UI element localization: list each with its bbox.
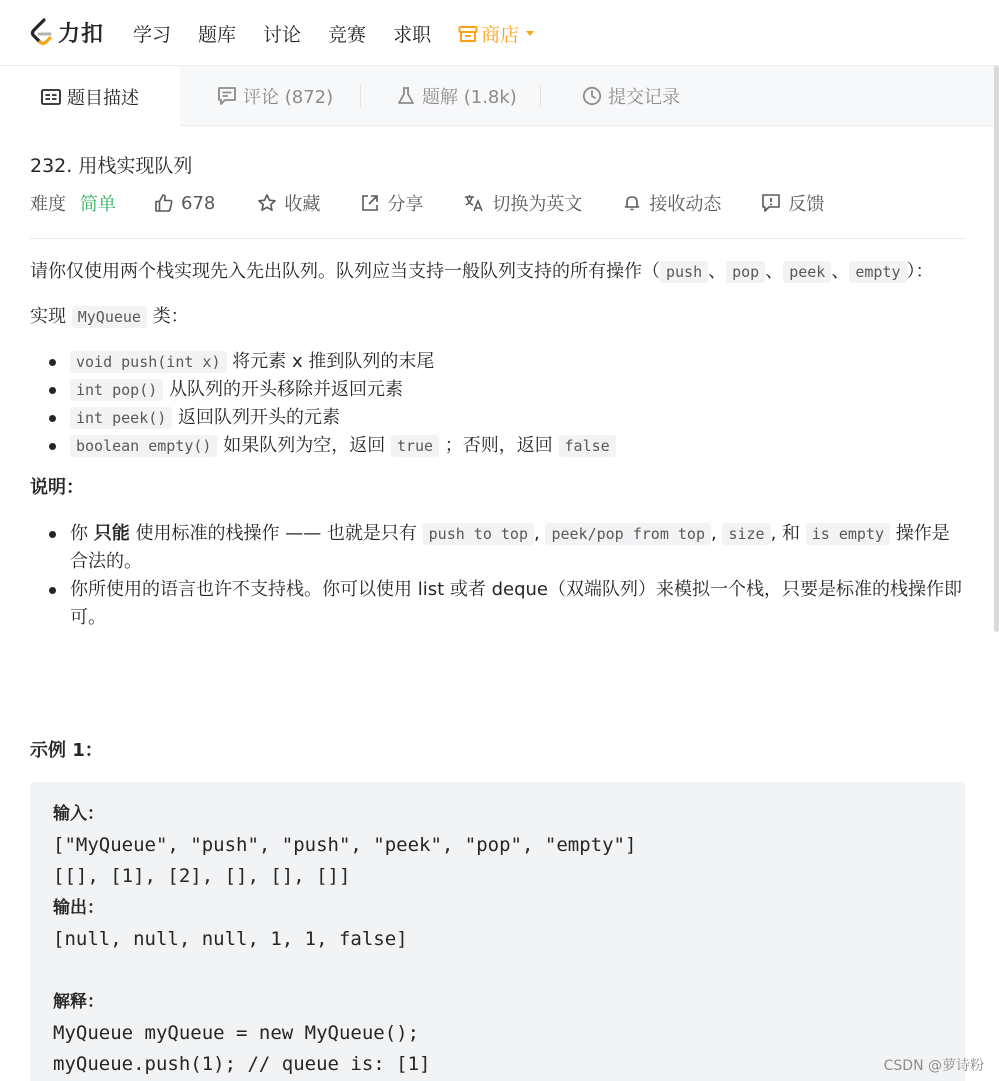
store-label: 商店 <box>481 24 520 46</box>
explain-line-1: MyQueue myQueue = new MyQueue(); <box>53 1022 420 1044</box>
store-icon <box>458 25 478 43</box>
code-pop: pop <box>726 261 765 283</box>
nav-item-discuss[interactable]: 讨论 <box>263 24 302 46</box>
tab-description[interactable] <box>0 66 180 127</box>
code-true: true <box>391 435 439 457</box>
feedback-button[interactable] <box>761 190 824 216</box>
nav-item-learn[interactable]: 学习 <box>133 24 172 46</box>
clock-icon <box>582 86 602 106</box>
method-desc: 从队列的开头移除并返回元素 <box>169 379 404 400</box>
flask-icon <box>396 86 416 106</box>
code-push-to-top: push to top <box>423 523 534 545</box>
like-count: 678 <box>181 192 216 214</box>
nav-item-store[interactable] <box>458 20 534 47</box>
tab-solutions[interactable] <box>396 66 517 126</box>
list-item: 你 只能 使用标准的栈操作 —— 也就是只有 push to top , peek/pop from top , size , 和 is empty 操作是合法的。 <box>70 520 965 576</box>
tab-description-label: 题目描述 <box>67 87 139 109</box>
favorite-label: 收藏 <box>284 194 321 215</box>
caret-down-icon <box>526 31 534 36</box>
tab-divider <box>360 85 361 107</box>
output-line: [null, null, null, 1, 1, false] <box>53 928 408 950</box>
example-code-block <box>30 782 965 1081</box>
note-text: 你所使用的语言也许不支持栈。你可以使用 list 或者 deque（双端队列）来模拟一个栈，只要是标准的栈操作即可。 <box>70 579 963 628</box>
desc-text: 、 <box>765 261 784 282</box>
note-text: 你 <box>70 523 88 544</box>
list-item <box>70 576 965 632</box>
code-peek-pop: peek/pop from top <box>545 523 711 545</box>
code-method: int pop() <box>70 379 163 401</box>
code-false: false <box>559 435 616 457</box>
example-heading: 示例 1： <box>30 740 103 761</box>
problem-description <box>30 258 965 632</box>
leetcode-logo-icon <box>30 18 54 48</box>
tab-comments[interactable] <box>217 66 333 126</box>
code-method: void push(int x) <box>70 351 227 373</box>
nav-item-jobs[interactable]: 求职 <box>393 24 432 46</box>
main-nav <box>133 20 534 47</box>
desc-text: ）： <box>906 261 934 282</box>
nav-item-problems[interactable]: 题库 <box>198 24 237 46</box>
bell-icon <box>622 193 642 213</box>
code-is-empty: is empty <box>806 523 890 545</box>
desc-text: 类： <box>152 306 189 327</box>
thumbs-up-icon <box>154 193 174 213</box>
feedback-label: 反馈 <box>788 194 825 215</box>
difficulty-badge: 简单 <box>80 194 116 215</box>
output-label: 输出： <box>53 898 104 918</box>
tab-submissions-label: 提交记录 <box>608 87 680 108</box>
subscribe-button[interactable] <box>622 190 721 216</box>
tab-divider <box>540 85 541 107</box>
note-bold: 只能 <box>93 523 130 544</box>
nav-item-contest[interactable]: 竞赛 <box>328 24 367 46</box>
list-item <box>70 376 965 404</box>
input-label: 输入： <box>53 804 104 824</box>
share-button[interactable] <box>360 190 423 216</box>
desc-text: 实现 <box>30 306 66 327</box>
share-label: 分享 <box>387 194 424 215</box>
code-push: push <box>660 261 708 283</box>
problem-title: 232. 用栈实现队列 <box>30 155 193 177</box>
switch-language-button[interactable] <box>463 190 582 216</box>
top-navigation <box>0 0 999 66</box>
header-divider <box>30 238 965 239</box>
feedback-icon <box>761 193 781 213</box>
desc-text: 、 <box>708 261 727 282</box>
tab-bar <box>0 66 999 126</box>
note-list <box>70 520 965 632</box>
code-peek: peek <box>783 261 831 283</box>
difficulty-label: 难度 <box>30 194 66 215</box>
desc-paragraph-1 <box>30 258 965 286</box>
star-icon <box>257 193 277 213</box>
like-button[interactable] <box>154 193 215 214</box>
input-line-1: ["MyQueue", "push", "push", "peek", "pop", "empty"] <box>53 834 637 856</box>
desc-text: 、 <box>831 261 850 282</box>
favorite-button[interactable] <box>257 190 320 216</box>
tab-comments-label: 评论 (872) <box>243 87 334 108</box>
share-icon <box>360 193 380 213</box>
tab-submissions[interactable] <box>582 66 680 126</box>
desc-paragraph-2 <box>30 303 965 331</box>
scrollbar[interactable] <box>994 66 999 632</box>
explain-label: 解释： <box>53 992 104 1012</box>
note-text: 和 <box>782 523 801 544</box>
input-line-2: [[], [1], [2], [], [], []] <box>53 865 351 887</box>
desc-text: 请你仅使用两个栈实现先入先出队列。队列应当支持一般队列支持的所有操作（ <box>30 261 660 282</box>
code-myqueue: MyQueue <box>72 306 147 328</box>
code-empty: empty <box>849 261 906 283</box>
list-item <box>70 348 965 376</box>
problem-meta <box>30 190 824 216</box>
code-size: size <box>722 523 770 545</box>
list-item <box>70 404 965 432</box>
switch-language-label: 切换为英文 <box>492 194 583 215</box>
subscribe-label: 接收动态 <box>649 194 722 215</box>
method-desc: 返回队列开头的元素 <box>178 407 341 428</box>
method-desc: 如果队列为空，返回 <box>223 435 386 456</box>
explain-line-2: myQueue.push(1); // queue is: [1] <box>53 1053 431 1075</box>
note-heading: 说明： <box>30 477 84 498</box>
translate-icon <box>463 193 485 213</box>
description-icon <box>41 88 61 106</box>
method-desc: 将元素 x 推到队列的末尾 <box>232 351 435 372</box>
method-desc: ；否则，返回 <box>444 435 553 456</box>
note-text: 使用标准的栈操作 —— 也就是只有 <box>135 523 417 544</box>
list-item <box>70 432 965 460</box>
logo[interactable] <box>30 17 104 48</box>
method-list <box>70 348 965 460</box>
comment-icon <box>217 86 237 106</box>
tab-solutions-label: 题解 (1.8k) <box>422 87 517 108</box>
code-method: boolean empty() <box>70 435 217 457</box>
code-method: int peek() <box>70 407 172 429</box>
watermark: CSDN @萝诗粉 <box>883 1058 984 1074</box>
note-text: 操作是合法的。 <box>70 523 950 572</box>
logo-text: 力扣 <box>58 22 105 47</box>
